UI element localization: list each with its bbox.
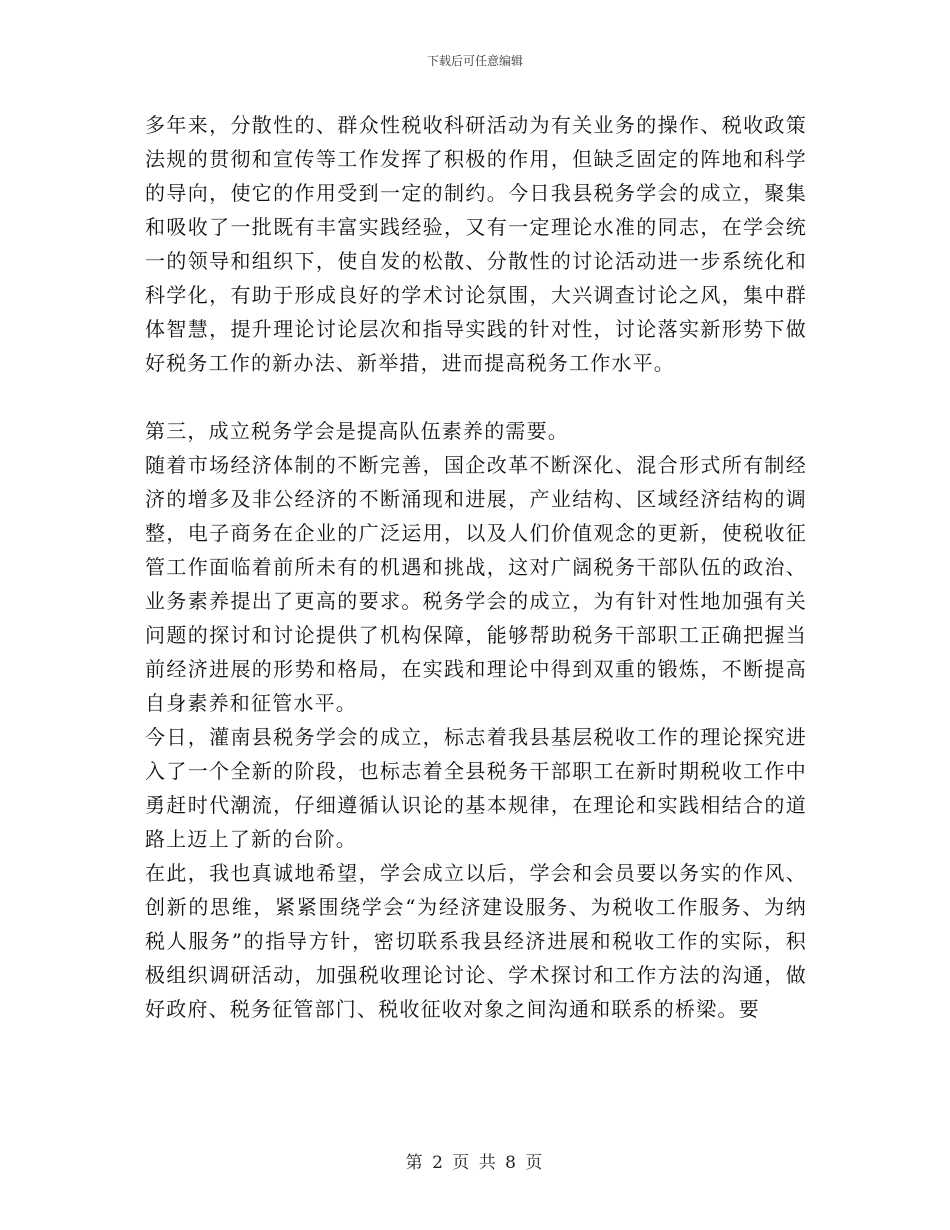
paragraph-research-activities: 多年来，分散性的、群众性税收科研活动为有关业务的操作、税收政策法规的贯彻和宣传等工作发挥了积极的作用，但缺乏固定的阵地和科学的导向，使它的作用受到一定的制约。今日我县税务学会的成立，聚集和吸收了一批既有丰富实践经验，又有一定理论水准的同志，在学会统一的领导和组织下，使自发的松散、分散性的讨论活动进一步系统化和科学化，有助于形成良好的学术讨论氛围，大兴调查讨论之风，集中群体智慧，提升理论讨论层次和指导实践的针对性，讨论落实新形势下做好税务工作的新办法、新举措，进而提高税务工作水平。	[145, 113, 807, 375]
paragraph-guannan-society: 今日，灌南县税务学会的成立，标志着我县基层税收工作的理论探究进入了一个全新的阶段，也标志着全县税务干部职工在新时期税收工作中勇赶时代潮流，仔细遵循认识论的基本规律，在理论和实践相结合的道路上迈上了新的台阶。	[145, 725, 807, 851]
paragraph-hopes: 在此，我也真诚地希望，学会成立以后，学会和会员要以务实的作风、创新的思维，紧紧围绕学会“为经济建设服务、为税收工作服务、为纳税人服务”的指导方针，密切联系我县经济进展和税收工作的实际，积极组织调研活动，加强税收理论讨论、学术探讨和工作方法的沟通，做好政府、税务征管部门、税收征收对象之间沟通和联系的桥梁。要	[145, 861, 807, 1021]
page-number: 第 2 页 共 8 页	[405, 1153, 545, 1173]
document-body	[145, 108, 807, 1026]
paragraph-gap	[145, 380, 807, 414]
page-header: 下载后可任意编辑	[426, 54, 523, 68]
paragraph-third-point: 第三，成立税务学会是提高队伍素养的需要。	[145, 419, 569, 443]
paragraph-market-economy: 随着市场经济体制的不断完善，国企改革不断深化、混合形式所有制经济的增多及非公经济的不断涌现和进展，产业结构、区域经济结构的调整，电子商务在企业的广泛运用，以及人们价值观念的更新，使税收征管工作面临着前所未有的机遇和挑战，这对广阔税务干部队伍的政治、业务素养提出了更高的要求。税务学会的成立，为有针对性地加强有关问题的探讨和讨论提供了机构保障，能够帮助税务干部职工正确把握当前经济进展的形势和格局，在实践和理论中得到双重的锻炼，不断提高自身素养和征管水平。	[145, 453, 807, 715]
